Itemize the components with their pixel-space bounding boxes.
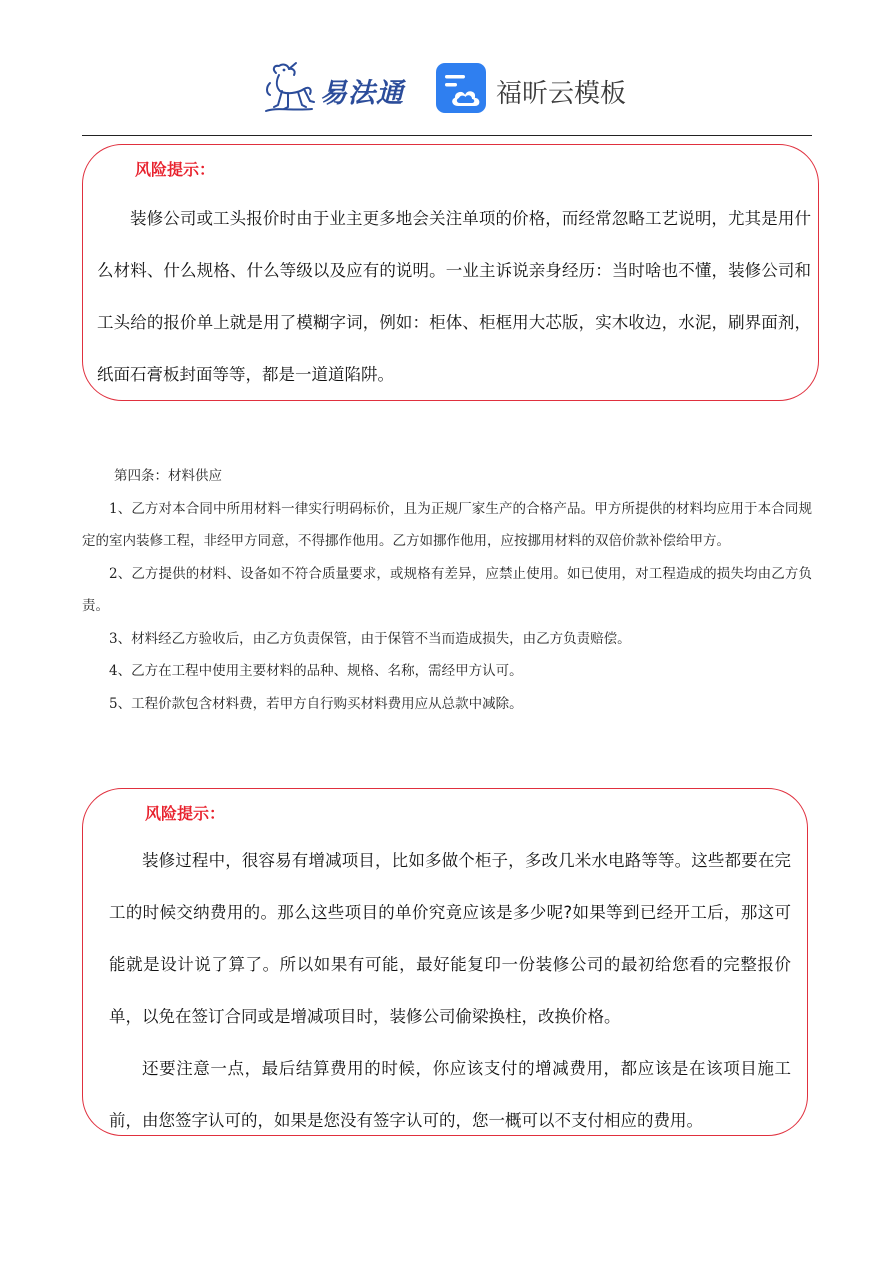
article-clause-2: 2、乙方提供的材料、设备如不符合质量要求，或规格有差异，应禁止使用。如已使用，对工程造成的损失均由乙方负责。 bbox=[82, 565, 812, 614]
risk-notice-body bbox=[109, 835, 791, 1147]
article-clause-4: 4、乙方在工程中使用主要材料的品种、规格、名称，需经甲方认可。 bbox=[109, 663, 523, 679]
risk-notice-paragraph: 装修过程中，很容易有增减项目，比如多做个柜子，多改几米水电路等等。这些都要在完工的时候交纳费用的。那么这些项目的单价究竟应该是多少呢?如果等到已经开工后，那这可能就是设计说了算了。所以如果有可能，最好能复印一份装修公司的最初给您看的完整报价单，以免在签订合同或是增减项目时，装修公司偷梁换柱，改换价格。 bbox=[109, 851, 791, 1026]
page-header bbox=[0, 55, 893, 125]
logo1-wordmark: 易法通 bbox=[320, 78, 404, 109]
risk-notice-body bbox=[97, 193, 811, 401]
risk-notice-paragraph: 还要注意一点，最后结算费用的时候，你应该支付的增减费用，都应该是在该项目施工前，由您签字认可的，如果是您没有签字认可的，您一概可以不支付相应的费用。 bbox=[109, 1059, 791, 1130]
risk-notice-paragraph: 装修公司或工头报价时由于业主更多地会关注单项的价格，而经常忽略工艺说明，尤其是用什么材料、什么规格、什么等级以及应有的说明。一业主诉说亲身经历：当时啥也不懂，装修公司和工头给的报价单上就是用了模糊字词，例如：柜体、柜框用大芯版，实木收边，水泥，刷界面剂，纸面石膏板封面等等，都是一道道陷阱。 bbox=[97, 209, 811, 384]
risk-notice-title: 风险提示： bbox=[145, 804, 226, 823]
risk-notice-box-2 bbox=[82, 788, 808, 1136]
yifatong-logo bbox=[262, 61, 412, 121]
fuxin-template-logo bbox=[436, 63, 646, 119]
unicorn-emblem-icon bbox=[262, 61, 318, 119]
risk-notice-box-1 bbox=[82, 144, 819, 401]
logo2-wordmark: 福昕云模板 bbox=[496, 79, 627, 109]
risk-notice-title: 风险提示： bbox=[135, 160, 216, 179]
article-clause-3: 3、材料经乙方验收后，由乙方负责保管，由于保管不当而造成损失，由乙方负责赔偿。 bbox=[109, 630, 631, 647]
article-clause-5: 5、工程价款包含材料费，若甲方自行购买材料费用应从总款中减除。 bbox=[109, 695, 523, 712]
article-clause-1: 1、乙方对本合同中所用材料一律实行明码标价，且为正规厂家生产的合格产品。甲方所提供的材料均应用于本合同规定的室内装修工程，非经甲方同意，不得挪作他用。乙方如挪作他用，应按挪用材料的双倍价款补偿给甲方。 bbox=[82, 500, 812, 549]
article-four-material-supply bbox=[82, 460, 812, 720]
article-heading: 第四条：材料供应 bbox=[114, 468, 222, 484]
doc-cloud-icon bbox=[436, 63, 488, 115]
header-divider bbox=[82, 135, 812, 136]
